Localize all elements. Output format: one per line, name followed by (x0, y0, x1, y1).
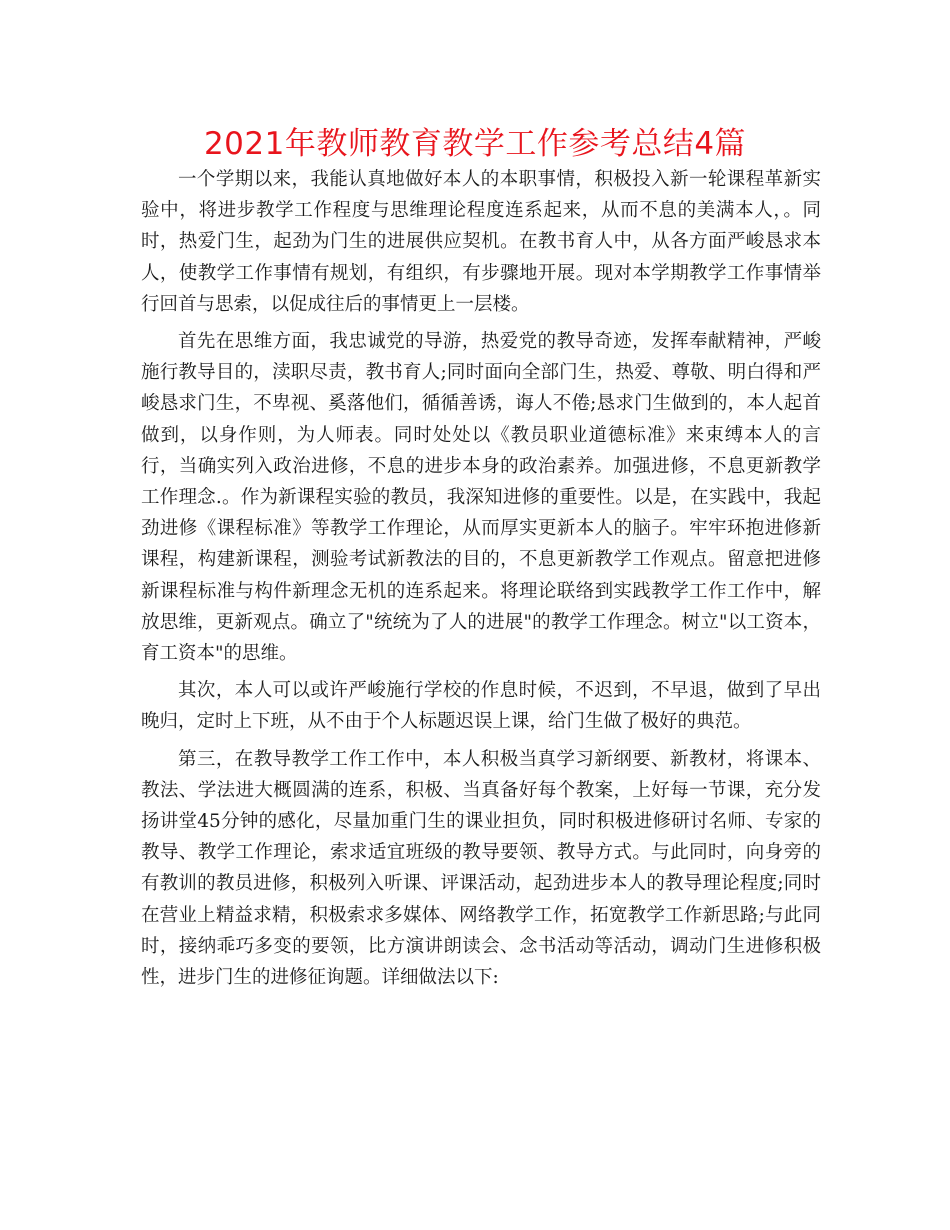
paragraph-2: 首先在思维方面，我忠诚党的导游，热爱党的教导奇迹，发挥奉献精神，严峻施行教导目的，渎职尽责，教书育人;同时面向全部门生，热爱、尊敬、明白得和严峻恳求门生，不卑视、奚落他们，循循善诱，诲人不倦;恳求门生做到的，本人起首做到，以身作则，为人师表。同时处处以《教员职业道德标准》来束缚本人的言行，当确实列入政治进修，不息的进步本身的政治素养。加强进修，不息更新教学工作理念.。作为新课程实验的教员，我深知进修的重要性。以是，在实践中，我起劲进修《课程标准》等教学工作理论，从而厚实更新本人的脑子。牢牢环抱进修新课程，构建新课程，测验考试新教法的目的，不息更新教学工作观点。留意把进修新课程标准与构件新理念无机的连系起来。将理论联络到实践教学工作工作中，解放思维，更新观点。确立了"统统为了人的进展"的教学工作理念。树立"以工资本，育工资本"的思维。 (141, 331, 821, 665)
paragraph-4: 第三，在教导教学工作工作中，本人积极当真学习新纲要、新教材，将课本、教法、学法进大概圆满的连系，积极、当真备好每个教案，上好每一节课，充分发扬讲堂45分钟的感化，尽量加重门生的课业担负，同时积极进修研讨名师、专家的教导、教学工作理论，索求适宜班级的教导要领、教导方式。与此同时，向身旁的有教训的教员进修，积极列入听课、评课活动，起劲进步本人的教导理论程度;同时在营业上精益求精，积极索求多媒体、网络教学工作，拓宽教学工作新思路;与此同时，接纳乖巧多变的要领，比方演讲朗读会、念书活动等活动，调动门生进修积极性，进步门生的进修征询题。详细做法以下: (141, 748, 821, 989)
document-title: 2021年教师教育教学工作参考总结4篇 (203, 126, 747, 162)
paragraph-3: 其次，本人可以或许严峻施行学校的作息时候，不迟到，不早退，做到了早出晚归，定时上下班，从不由于个人标题迟误上课，给门生做了极好的典范。 (141, 680, 821, 733)
document-body (141, 164, 821, 999)
paragraph-1: 一个学期以来，我能认真地做好本人的本职事情，积极投入新一轮课程革新实验中，将进步教学工作程度与思维理论程度连系起来，从而不息的美满本人，。同时，热爱门生，起劲为门生的进展供应契机。在教书育人中，从各方面严峻恳求本人，使教学工作事情有规划，有组织，有步骤地开展。现对本学期教学工作事情举行回首与思索，以促成往后的事情更上一层楼。 (141, 169, 821, 315)
